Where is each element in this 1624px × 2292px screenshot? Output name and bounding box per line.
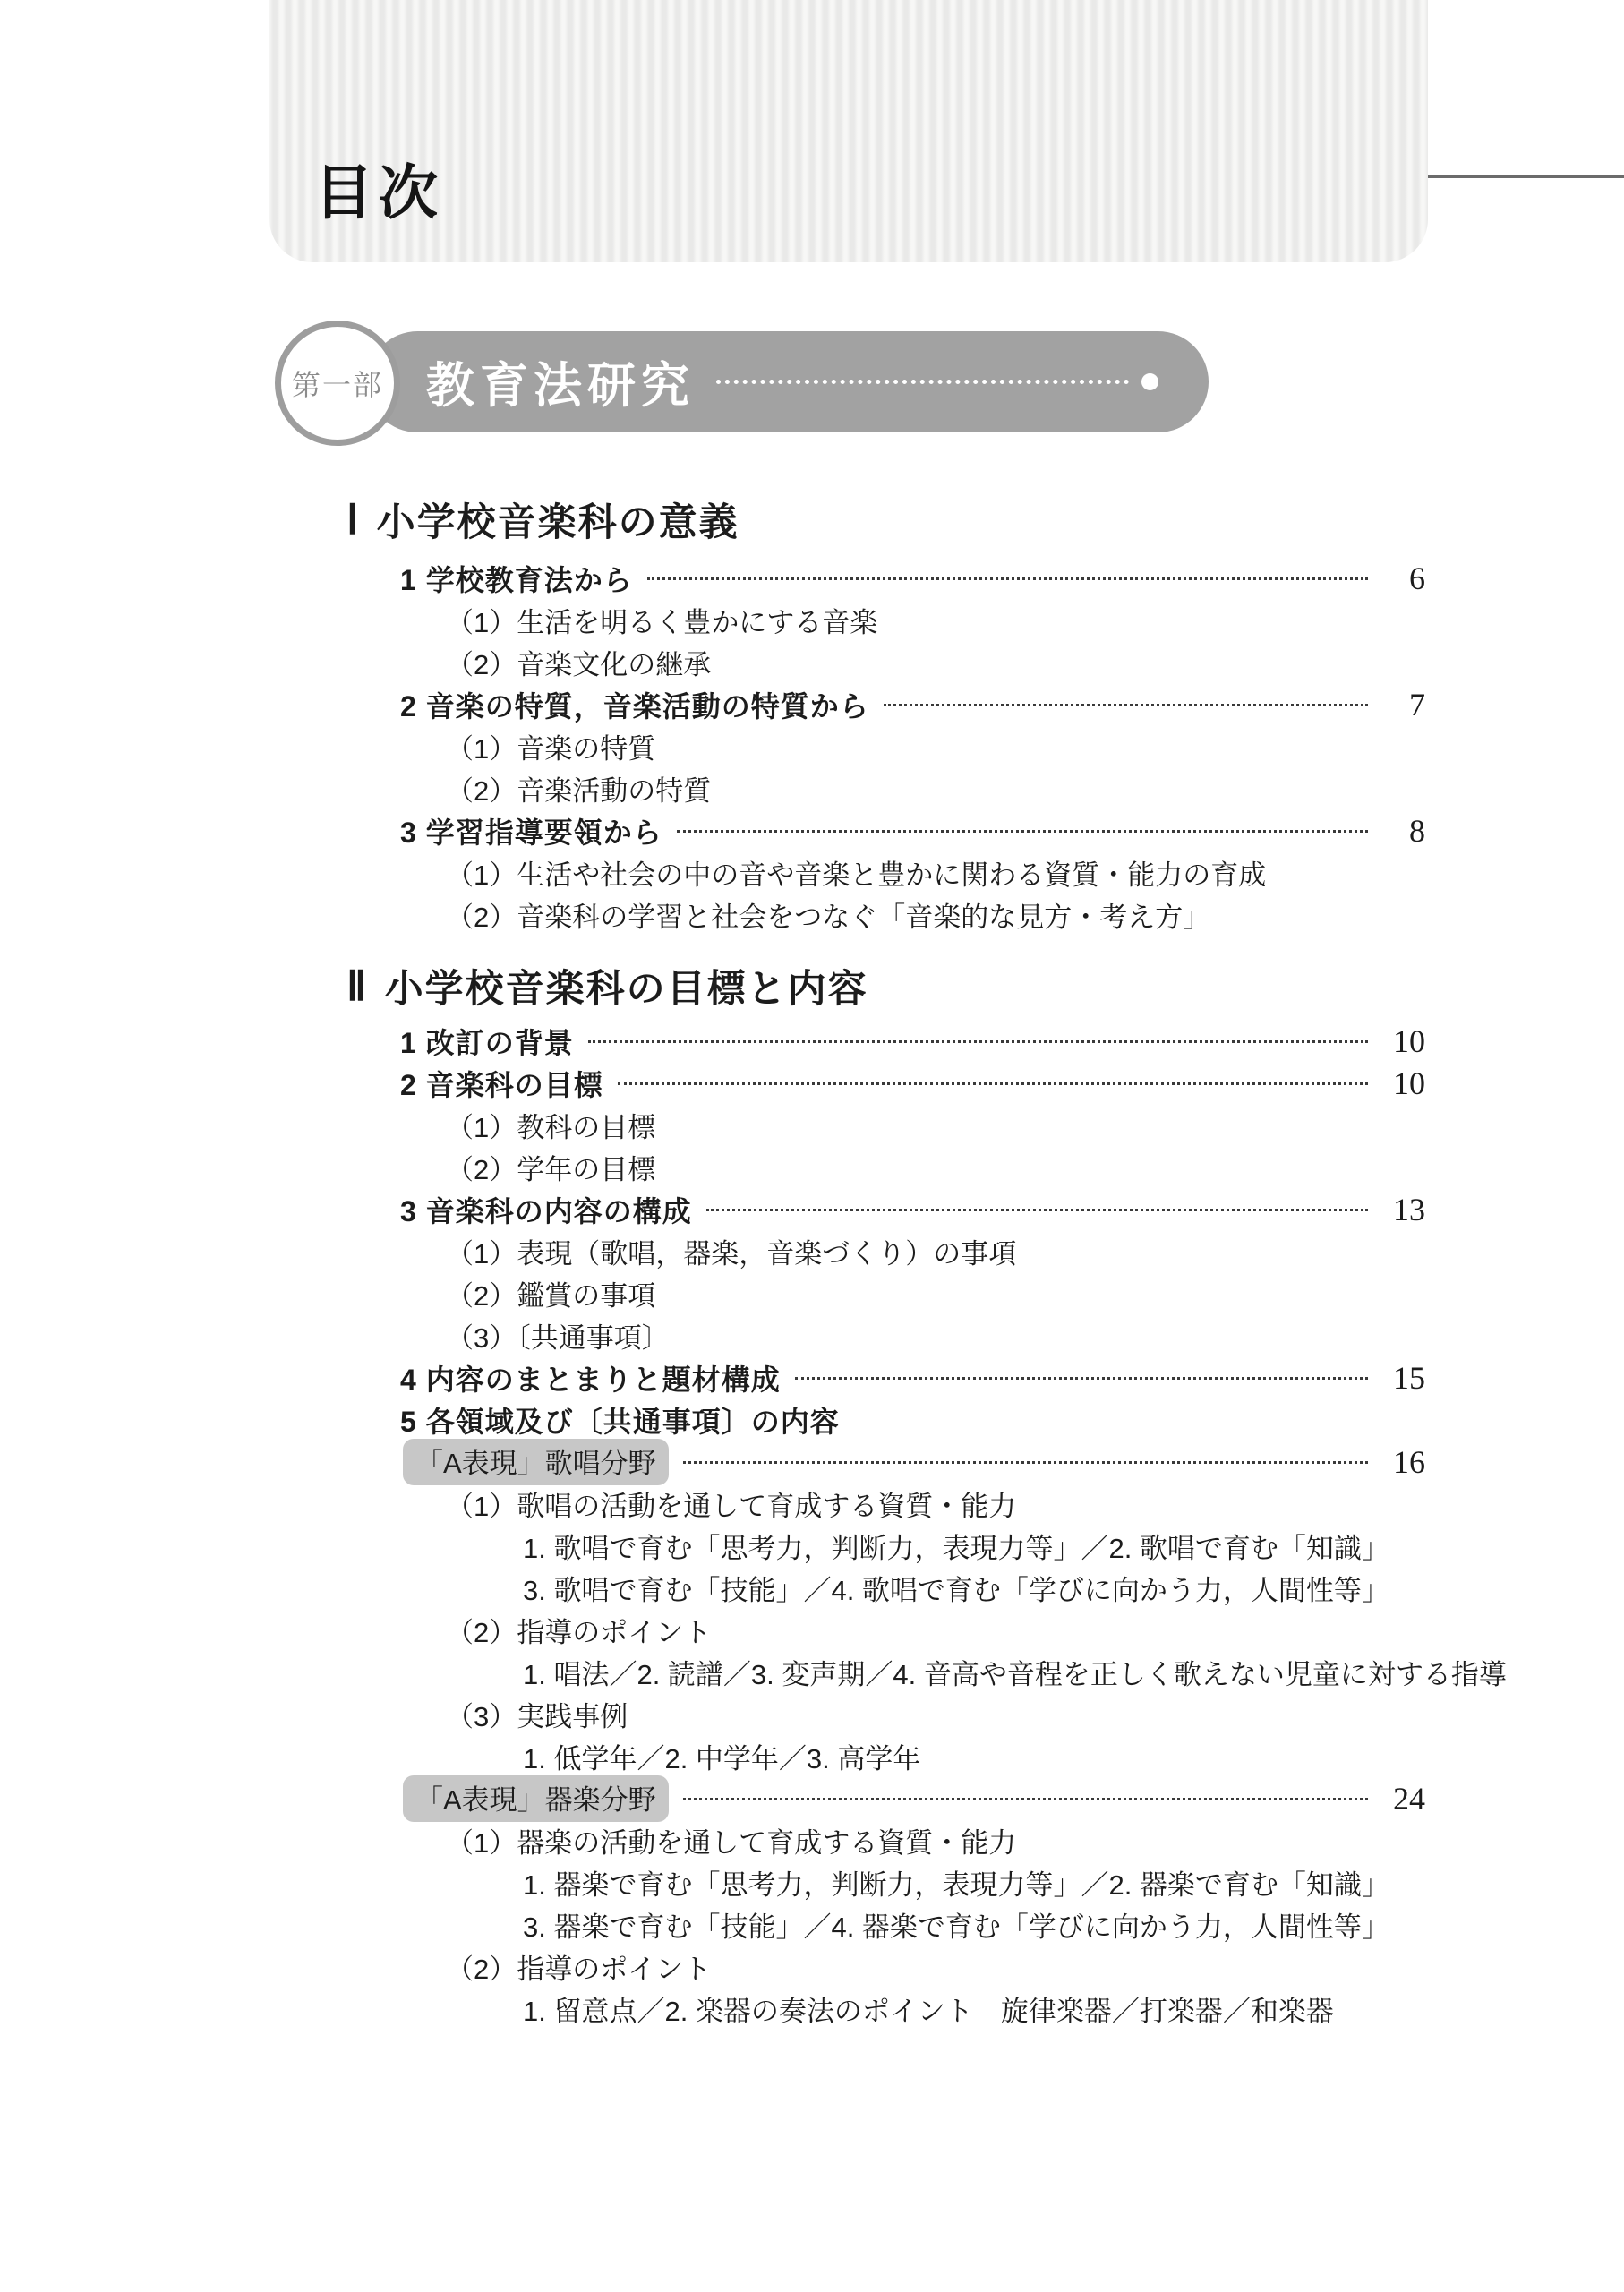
section-heading-text: 小学校音楽科の意義 [376, 500, 739, 544]
toc-item-level2 [346, 1483, 1425, 1525]
dotted-leader [683, 1798, 1368, 1800]
toc-entry-label: 1 学校教育法から [400, 563, 633, 596]
toc-item-level2 [346, 1946, 1425, 1988]
toc-item-level1 [346, 1062, 1425, 1104]
page-number: 7 [1409, 686, 1425, 723]
toc-entry-label: （1）表現（歌唱，器楽，音楽づくり）の事項 [446, 1238, 1017, 1270]
toc-entry-label: （2）学年の目標 [446, 1154, 656, 1185]
dotted-leader [683, 1461, 1368, 1464]
category-tag-pill: 「A表現」器楽分野 [403, 1775, 669, 1822]
banner-end-dot-icon [1141, 373, 1158, 390]
page-number: 6 [1409, 560, 1425, 596]
toc-entry-label: （2）音楽科の学習と社会をつなぐ「音楽的な見方・考え方」 [446, 902, 1211, 933]
dotted-leader [884, 704, 1368, 706]
part-banner [367, 331, 1209, 432]
page-number: 24 [1393, 1780, 1425, 1817]
toc-entry-label: （2）指導のポイント [446, 1954, 712, 1985]
toc-item-level2 [346, 641, 1425, 683]
section-numeral: Ⅰ [346, 497, 359, 543]
toc-item-level3 [346, 1525, 1425, 1567]
toc-entry-label: 3. 器楽で育む「技能」／4. 器楽で育む「学びに向かう力，人間性等」 [523, 1911, 1389, 1943]
toc-entry-label: （1）教科の目標 [446, 1112, 656, 1143]
dotted-leader [677, 830, 1368, 833]
toc-entry-label: 3 音楽科の内容の構成 [400, 1194, 692, 1227]
page-title: 目次 [314, 159, 443, 226]
toc-item-level1 [346, 1398, 1425, 1441]
toc-item-level2 [346, 725, 1425, 767]
part-label: 第一部 [291, 369, 383, 401]
toc-section-heading [346, 961, 1425, 1011]
toc-entry-label: （1）器楽の活動を通して育成する資質・能力 [446, 1827, 1017, 1859]
dotted-leader [647, 577, 1368, 580]
dotted-leader [706, 1209, 1368, 1211]
part-label-circle [275, 321, 400, 446]
page-number: 13 [1393, 1191, 1425, 1227]
toc-item-level1 [346, 1356, 1425, 1398]
page-number: 10 [1393, 1022, 1425, 1059]
dotted-leader [618, 1082, 1368, 1085]
toc-entry-label: （1）歌唱の活動を通して育成する資質・能力 [446, 1491, 1017, 1522]
section-numeral: Ⅱ [346, 963, 367, 1009]
toc-entry-label: （2）指導のポイント [446, 1617, 712, 1648]
toc-entry-label: 4 内容のまとまりと題材構成 [400, 1363, 781, 1396]
toc-entry-label: （3）実践事例 [446, 1701, 628, 1732]
toc-item-category-tag [346, 1441, 1425, 1483]
toc-item-level2 [346, 894, 1425, 936]
toc-entry-label: 1. 歌唱で育む「思考力，判断力，表現力等」／2. 歌唱で育む「知識」 [523, 1533, 1389, 1564]
toc-item-level1 [346, 557, 1425, 599]
toc-item-level2 [346, 1693, 1425, 1735]
page-number: 8 [1409, 812, 1425, 849]
toc-entry-label: 2 音楽科の目標 [400, 1068, 603, 1101]
toc-entry-label: 1. 低学年／2. 中学年／3. 高学年 [523, 1743, 921, 1775]
toc-item-level3 [346, 1651, 1507, 1693]
toc-item-level1 [346, 809, 1425, 851]
toc-item-level2 [346, 1819, 1425, 1861]
toc-item-level2 [346, 1104, 1425, 1146]
toc-entry-label: （2）音楽文化の継承 [446, 649, 712, 680]
section-heading-text: 小学校音楽科の目標と内容 [384, 967, 868, 1011]
toc-entry-label: （1）生活や社会の中の音や音楽と豊かに関わる資質・能力の育成 [446, 860, 1267, 891]
toc-item-level2 [346, 1609, 1425, 1651]
toc-entry-label: 1. 器楽で育む「思考力，判断力，表現力等」／2. 器楽で育む「知識」 [523, 1869, 1389, 1901]
toc-entry-label: 1. 留意点／2. 楽器の奏法のポイント 旋律楽器／打楽器／和楽器 [523, 1996, 1334, 2027]
toc-entry-label: （3）〔共通事項〕 [446, 1322, 670, 1354]
dotted-leader [795, 1377, 1368, 1380]
toc-entry-label: （1）生活を明るく豊かにする音楽 [446, 607, 878, 638]
toc-item-level2 [346, 1272, 1425, 1314]
toc-entry-label: （2）音楽活動の特質 [446, 775, 712, 807]
toc-item-level3 [346, 1861, 1425, 1903]
toc-item-level3 [346, 1735, 1425, 1777]
header-rule-line [1428, 175, 1624, 178]
toc-entry-label: 3 学習指導要領から [400, 816, 662, 849]
toc-item-level2 [346, 599, 1425, 641]
toc-item-level3 [346, 1903, 1425, 1946]
toc-entry-label: 3. 歌唱で育む「技能」／4. 歌唱で育む「学びに向かう力，人間性等」 [523, 1575, 1389, 1606]
toc-entry-label: （2）鑑賞の事項 [446, 1280, 656, 1312]
page-number: 10 [1393, 1065, 1425, 1101]
toc-entry-label: 1 改訂の背景 [400, 1026, 574, 1059]
banner-dotted-leader [716, 380, 1129, 384]
toc-list [346, 494, 1507, 2030]
toc-entry-label: 2 音楽の特質，音楽活動の特質から [400, 689, 869, 723]
dotted-leader [588, 1040, 1368, 1043]
toc-entry-label: 1. 唱法／2. 読譜／3. 変声期／4. 音高や音程を正しく歌えない児童に対する指導 [523, 1659, 1507, 1690]
page-number: 16 [1393, 1443, 1425, 1480]
toc-entry-label: （1）音楽の特質 [446, 733, 656, 765]
toc-item-category-tag [346, 1777, 1425, 1819]
toc-item-level1 [346, 1020, 1425, 1062]
page-number: 15 [1393, 1359, 1425, 1396]
part-banner-title: 教育法研究 [426, 359, 695, 413]
striped-header [269, 0, 1428, 262]
toc-item-level2 [346, 1230, 1425, 1272]
toc-item-level2 [346, 767, 1425, 809]
toc-item-level1 [346, 1188, 1425, 1230]
category-tag-pill: 「A表現」歌唱分野 [403, 1439, 669, 1485]
toc-item-level3 [346, 1567, 1425, 1609]
toc-item-level1 [346, 683, 1425, 725]
toc-item-level2 [346, 851, 1425, 894]
toc-item-level2 [346, 1314, 1425, 1356]
toc-item-level3 [346, 1988, 1425, 2030]
toc-entry-label: 5 各領域及び〔共通事項〕の内容 [400, 1405, 840, 1438]
toc-item-level2 [346, 1146, 1425, 1188]
toc-section-heading [346, 494, 1425, 544]
